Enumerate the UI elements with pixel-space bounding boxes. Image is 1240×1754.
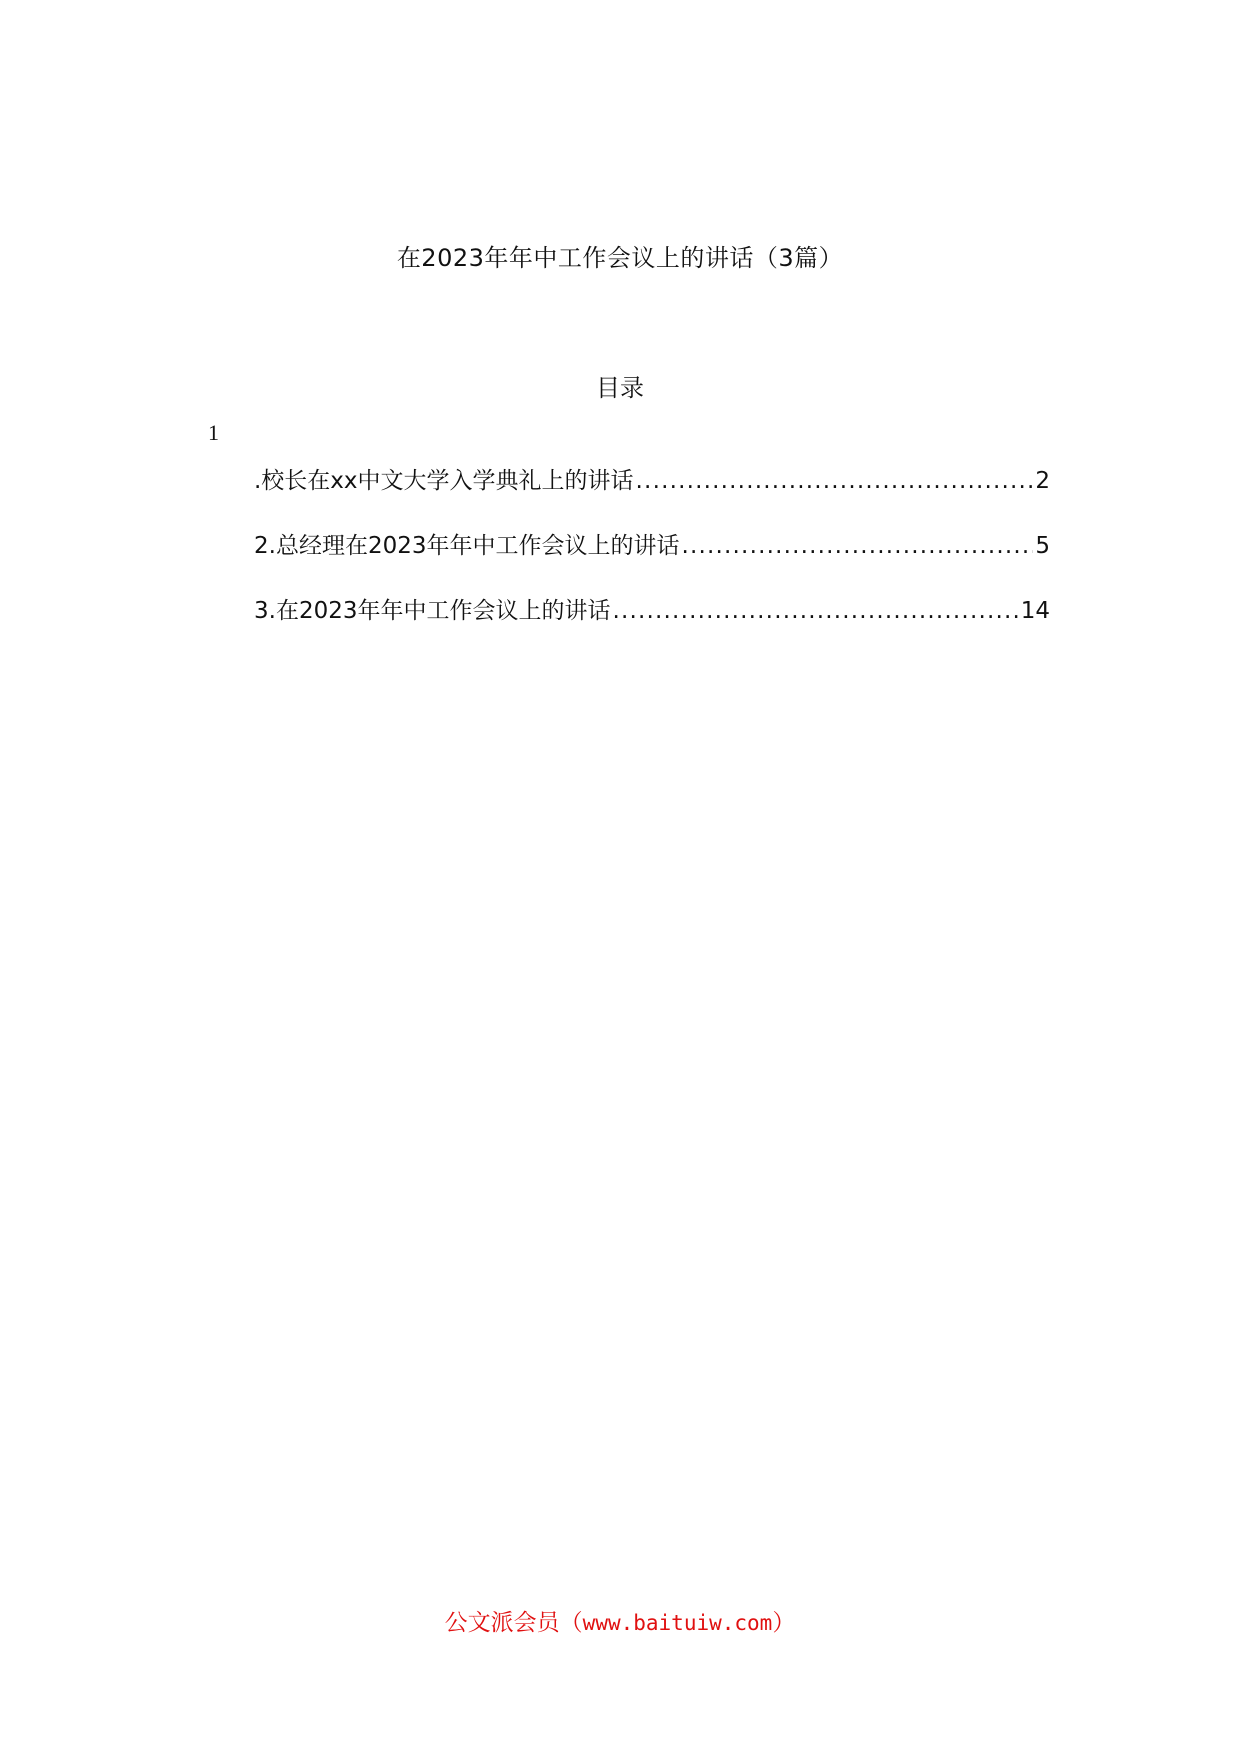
footer-close: ） xyxy=(772,1610,796,1636)
document-title: 在2023年年中工作会议上的讲话（3篇） xyxy=(396,244,844,272)
footer-watermark xyxy=(0,1604,1240,1637)
table-of-contents xyxy=(254,464,1050,659)
toc-entry-page: 5 xyxy=(1035,533,1050,559)
toc-entry-page: 2 xyxy=(1035,468,1050,494)
footer-url[interactable]: www.baituiw.com xyxy=(582,1611,773,1635)
toc-dot-leader xyxy=(612,594,1018,628)
toc-dot-leader xyxy=(636,464,1034,498)
stray-page-number: 1 xyxy=(208,420,219,445)
footer-label: 公文派会员（ xyxy=(444,1610,583,1636)
toc-entry-text: 2.总经理在2023年年中工作会议上的讲话 xyxy=(254,533,680,559)
toc-entry-page: 14 xyxy=(1020,598,1050,624)
toc-entry-text: 3.在2023年年中工作会议上的讲话 xyxy=(254,598,611,624)
toc-dot-leader xyxy=(681,529,1033,563)
toc-heading: 目录 xyxy=(596,374,644,402)
toc-entry-3[interactable] xyxy=(254,594,1050,659)
toc-entry-text: .校长在xx中文大学入学典礼上的讲话 xyxy=(254,468,634,494)
toc-entry-1[interactable] xyxy=(254,464,1050,529)
toc-entry-2[interactable] xyxy=(254,529,1050,594)
